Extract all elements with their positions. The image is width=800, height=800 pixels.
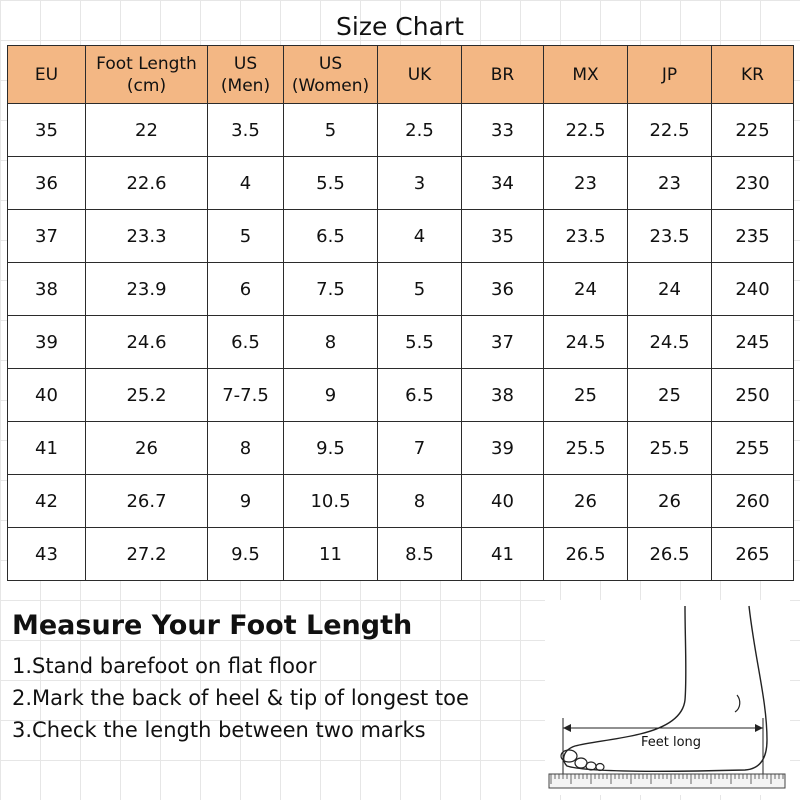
foot-measure-icon <box>545 600 790 795</box>
table-cell: 5 <box>378 263 462 316</box>
table-row <box>8 210 794 263</box>
table-row <box>8 369 794 422</box>
table-cell: 41 <box>462 528 544 581</box>
table-cell: 23.5 <box>544 210 628 263</box>
header-eu: EU <box>8 46 86 104</box>
table-cell: 26.5 <box>628 528 712 581</box>
foot-measure-illustration <box>545 600 790 795</box>
table-cell: 41 <box>8 422 86 475</box>
table-cell: 35 <box>8 104 86 157</box>
measure-title: Measure Your Foot Length <box>12 610 413 641</box>
table-cell: 33 <box>462 104 544 157</box>
table-cell: 4 <box>378 210 462 263</box>
table-cell: 22.6 <box>86 157 208 210</box>
table-cell: 250 <box>712 369 794 422</box>
table-row <box>8 104 794 157</box>
table-cell: 23 <box>628 157 712 210</box>
table-row <box>8 316 794 369</box>
table-cell: 26 <box>628 475 712 528</box>
table-row <box>8 157 794 210</box>
measure-steps <box>12 650 469 746</box>
table-cell: 7.5 <box>284 263 378 316</box>
table-cell: 35 <box>462 210 544 263</box>
table-cell: 9 <box>284 369 378 422</box>
table-cell: 5 <box>284 104 378 157</box>
table-cell: 38 <box>8 263 86 316</box>
table-cell: 26 <box>86 422 208 475</box>
table-cell: 5.5 <box>378 316 462 369</box>
table-cell: 26.7 <box>86 475 208 528</box>
table-cell: 36 <box>462 263 544 316</box>
table-cell: 9 <box>208 475 284 528</box>
header-uk: UK <box>378 46 462 104</box>
table-cell: 23 <box>544 157 628 210</box>
table-cell: 7-7.5 <box>208 369 284 422</box>
table-cell: 25.5 <box>544 422 628 475</box>
table-cell: 5 <box>208 210 284 263</box>
table-cell: 245 <box>712 316 794 369</box>
table-row <box>8 263 794 316</box>
table-cell: 6.5 <box>208 316 284 369</box>
table-body <box>8 104 794 581</box>
table-cell: 25 <box>628 369 712 422</box>
step-3: 3.Check the length between two marks <box>12 718 426 742</box>
header-mx: MX <box>544 46 628 104</box>
table-cell: 39 <box>8 316 86 369</box>
table-cell: 10.5 <box>284 475 378 528</box>
header-jp: JP <box>628 46 712 104</box>
feet-long-label: Feet long <box>641 735 702 750</box>
table-cell: 25 <box>544 369 628 422</box>
table-cell: 22.5 <box>544 104 628 157</box>
table-cell: 23.9 <box>86 263 208 316</box>
table-cell: 22.5 <box>628 104 712 157</box>
table-cell: 42 <box>8 475 86 528</box>
step-2: 2.Mark the back of heel & tip of longest toe <box>12 686 469 710</box>
table-cell: 3.5 <box>208 104 284 157</box>
table-header-row <box>8 46 794 104</box>
table-cell: 26.5 <box>544 528 628 581</box>
step-1: 1.Stand barefoot on flat floor <box>12 654 317 678</box>
table-cell: 9.5 <box>284 422 378 475</box>
table-cell: 39 <box>462 422 544 475</box>
table-cell: 225 <box>712 104 794 157</box>
table-cell: 24.6 <box>86 316 208 369</box>
page-title: Size Chart <box>336 12 464 41</box>
table-cell: 25.2 <box>86 369 208 422</box>
table-cell: 4 <box>208 157 284 210</box>
table-cell: 235 <box>712 210 794 263</box>
table-cell: 23.3 <box>86 210 208 263</box>
table-cell: 6 <box>208 263 284 316</box>
table-cell: 8 <box>208 422 284 475</box>
table-cell: 40 <box>8 369 86 422</box>
table-cell: 26 <box>544 475 628 528</box>
table-row <box>8 475 794 528</box>
table-cell: 9.5 <box>208 528 284 581</box>
table-cell: 25.5 <box>628 422 712 475</box>
table-cell: 8.5 <box>378 528 462 581</box>
table-cell: 8 <box>378 475 462 528</box>
table-row <box>8 528 794 581</box>
table-cell: 6.5 <box>378 369 462 422</box>
table-cell: 37 <box>462 316 544 369</box>
table-cell: 2.5 <box>378 104 462 157</box>
table-cell: 11 <box>284 528 378 581</box>
table-cell: 240 <box>712 263 794 316</box>
table-cell: 24.5 <box>628 316 712 369</box>
table-cell: 7 <box>378 422 462 475</box>
header-us-women: US (Women) <box>284 46 378 104</box>
table-cell: 22 <box>86 104 208 157</box>
table-row <box>8 422 794 475</box>
table-cell: 27.2 <box>86 528 208 581</box>
table-cell: 40 <box>462 475 544 528</box>
table-cell: 230 <box>712 157 794 210</box>
table-cell: 260 <box>712 475 794 528</box>
header-br: BR <box>462 46 544 104</box>
table-cell: 24 <box>628 263 712 316</box>
table-cell: 36 <box>8 157 86 210</box>
table-cell: 38 <box>462 369 544 422</box>
table-cell: 6.5 <box>284 210 378 263</box>
table-cell: 265 <box>712 528 794 581</box>
header-kr: KR <box>712 46 794 104</box>
table-cell: 8 <box>284 316 378 369</box>
table-cell: 3 <box>378 157 462 210</box>
table-cell: 23.5 <box>628 210 712 263</box>
table-cell: 5.5 <box>284 157 378 210</box>
table-cell: 24.5 <box>544 316 628 369</box>
table-cell: 43 <box>8 528 86 581</box>
table-cell: 24 <box>544 263 628 316</box>
header-foot-length: Foot Length (cm) <box>86 46 208 104</box>
table-cell: 255 <box>712 422 794 475</box>
size-chart-table <box>7 45 794 581</box>
table-cell: 34 <box>462 157 544 210</box>
header-us-men: US (Men) <box>208 46 284 104</box>
table-cell: 37 <box>8 210 86 263</box>
